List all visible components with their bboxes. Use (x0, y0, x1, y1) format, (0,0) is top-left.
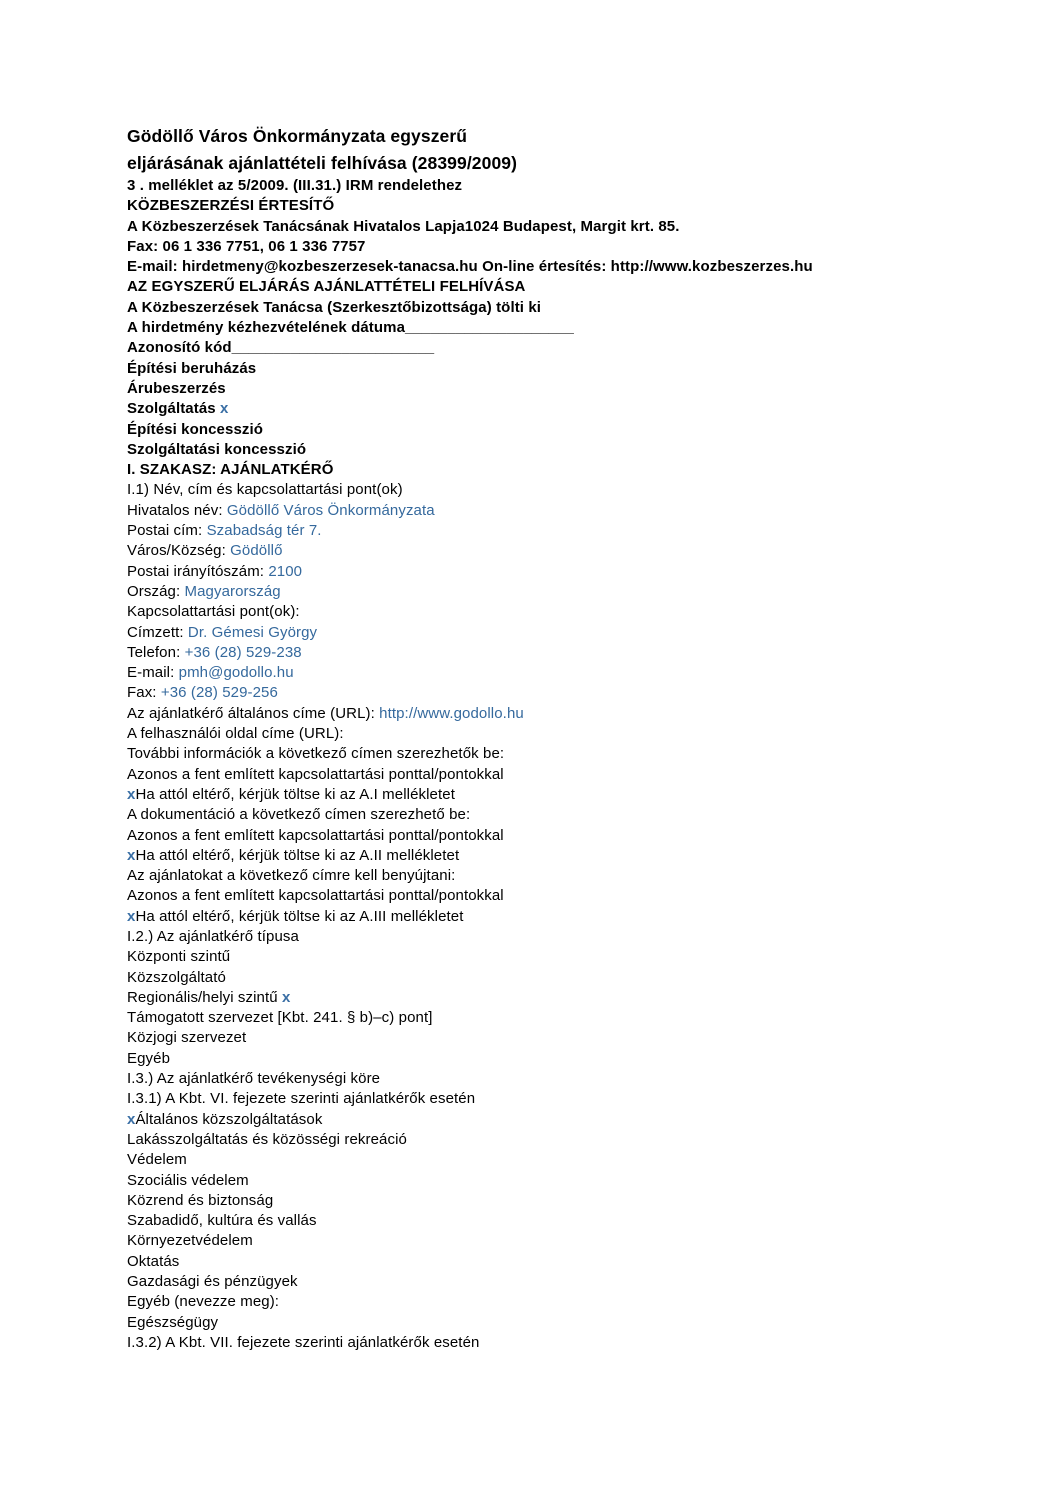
documentation-heading (127, 805, 1007, 825)
label-text: Közjogi szervezet (127, 1029, 247, 1047)
label-text: Ország: (127, 582, 185, 600)
label-text: Ha attól eltérő, kérjük töltse ki az A.I mellékletet (135, 785, 455, 803)
label-text: További információk a következő címen szerezhetők be: (127, 745, 505, 763)
label-text: E-mail: hirdetmeny@kozbeszerzesek-tanacsa.hu On-line értesítés: http://www.kozbeszerzes.hu (127, 258, 813, 276)
tenders-address-same (127, 886, 1007, 906)
option-construction (127, 359, 1007, 379)
tenders-annex-aiii-checked (127, 907, 1007, 927)
notice-type-heading (127, 277, 1007, 297)
bulletin-name (127, 196, 1007, 216)
label-text: A hirdetmény kézhezvételének dátuma____________________ (127, 319, 574, 337)
label-text: Szolgáltatási koncesszió (127, 440, 307, 458)
field-value-text: Gödöllő (230, 542, 283, 560)
label-text: Árubeszerzés (127, 379, 226, 397)
documentation-annex-aii-checked (127, 846, 1007, 866)
label-text: Lakásszolgáltatás és közösségi rekreáció (127, 1130, 407, 1148)
doc-title-line (127, 150, 1007, 177)
further-info-heading (127, 744, 1007, 764)
section-i-heading (127, 460, 1007, 480)
label-text: Oktatás (127, 1252, 180, 1270)
x-checkmark: x (127, 907, 136, 925)
id-code-blank (127, 338, 1007, 358)
field-value-text: +36 (28) 529-256 (160, 684, 278, 702)
type-utility (127, 968, 1007, 988)
label-text: Egyéb (127, 1049, 171, 1067)
x-checkmark: x (127, 1110, 136, 1128)
option-service-concession (127, 440, 1007, 460)
label-text: Ha attól eltérő, kérjük töltse ki az A.III mellékletet (135, 907, 464, 925)
label-text: Postai irányítószám: (127, 562, 269, 580)
x-checkmark: x (127, 785, 136, 803)
subsection-i32-heading (127, 1333, 1007, 1353)
label-text: A Közbeszerzések Tanácsa (Szerkesztőbizottsága) tölti ki (127, 298, 542, 316)
option-construction-concession (127, 420, 1007, 440)
further-info-annex-ai-checked (127, 785, 1007, 805)
label-text: Azonosító kód________________________ (127, 339, 435, 357)
label-text: Gazdasági és pénzügyek (127, 1273, 298, 1291)
activity-housing (127, 1130, 1007, 1150)
label-text: A Közbeszerzések Tanácsának Hivatalos Lapja1024 Budapest, Margit krt. 85. (127, 217, 680, 235)
field-value-text: http://www.godollo.hu (379, 704, 524, 722)
subsection-i2-heading (127, 927, 1007, 947)
label-text: Az ajánlatokat a következő címre kell benyújtani: (127, 867, 456, 885)
subsection-i1-heading (127, 480, 1007, 500)
option-service-checked (127, 399, 1007, 419)
label-text: E-mail: (127, 664, 179, 682)
label-text: I.3.2) A Kbt. VII. fejezete szerinti ajánlatkérők esetén (127, 1333, 480, 1351)
label-text: Ha attól eltérő, kérjük töltse ki az A.II mellékletet (135, 846, 460, 864)
label-text: Közszolgáltató (127, 968, 226, 986)
label-text: I. SZAKASZ: AJÁNLATKÉRŐ (127, 461, 334, 479)
label-text: Építési beruházás (127, 359, 257, 377)
field-email (127, 663, 1007, 683)
label-text: Címzett: (127, 623, 188, 641)
further-info-same (127, 765, 1007, 785)
type-public-law-body (127, 1028, 1007, 1048)
label-text: Fax: (127, 684, 161, 702)
label-text: KÖZBESZERZÉSI ÉRTESÍTŐ (127, 197, 335, 215)
receipt-date-blank (127, 318, 1007, 338)
documentation-same (127, 826, 1007, 846)
subsection-i31-heading (127, 1089, 1007, 1109)
activity-other (127, 1292, 1007, 1312)
x-checkmark: x (127, 846, 136, 864)
procurement-notice-document (127, 123, 1007, 1353)
label-text: 3 . melléklet az 5/2009. (III.31.) IRM rendelethez (127, 177, 463, 194)
field-buyer-profile-url (127, 724, 1007, 744)
field-value-text: Magyarország (184, 582, 281, 600)
label-text: Fax: 06 1 336 7751, 06 1 336 7757 (127, 237, 366, 255)
label-text: Építési koncesszió (127, 420, 264, 438)
field-value-text: Dr. Gémesi György (187, 623, 318, 641)
label-text: Kapcsolattartási pont(ok): (127, 603, 300, 621)
field-fax (127, 683, 1007, 703)
label-text: Szociális védelem (127, 1171, 249, 1189)
label-text: Környezetvédelem (127, 1232, 253, 1250)
field-country (127, 582, 1007, 602)
label-text: Szabadidő, kultúra és vallás (127, 1212, 317, 1230)
label-text: AZ EGYSZERŰ ELJÁRÁS AJÁNLATTÉTELI FELHÍVÁSA (127, 278, 526, 296)
activity-health (127, 1313, 1007, 1333)
field-postal-code (127, 562, 1007, 582)
activity-defence (127, 1150, 1007, 1170)
label-text: Telefon: (127, 643, 185, 661)
field-city (127, 541, 1007, 561)
label-text: Gödöllő Város Önkormányzata egyszerű (127, 126, 468, 146)
field-value-text: +36 (28) 529-238 (184, 643, 302, 661)
publisher-address (127, 217, 1007, 237)
doc-title-line (127, 123, 1007, 150)
label-text: I.1) Név, cím és kapcsolattartási pont(ok) (127, 481, 403, 499)
label-text: I.3.) Az ajánlatkérő tevékenységi köre (127, 1070, 381, 1088)
publisher-fax (127, 237, 1007, 257)
field-addressee (127, 623, 1007, 643)
type-central-level (127, 947, 1007, 967)
label-text: Védelem (127, 1151, 187, 1169)
label-text: Szolgáltatás (127, 400, 220, 418)
field-telephone (127, 643, 1007, 663)
label-text: I.3.1) A Kbt. VI. fejezete szerinti ajánlatkérők esetén (127, 1090, 476, 1108)
label-text: Egyéb (nevezze meg): (127, 1293, 280, 1311)
label-text: Az ajánlatkérő általános címe (URL): (127, 704, 380, 722)
field-general-url (127, 704, 1007, 724)
label-text: Egészségügy (127, 1313, 219, 1331)
label-text: A dokumentáció a következő címen szerezhető be: (127, 806, 471, 824)
field-contact-points (127, 602, 1007, 622)
label-text: Általános közszolgáltatások (135, 1110, 323, 1128)
label-text: Központi szintű (127, 948, 231, 966)
type-other (127, 1049, 1007, 1069)
subsection-i3-heading (127, 1069, 1007, 1089)
editorial-note (127, 298, 1007, 318)
label-text: Regionális/helyi szintű (127, 988, 282, 1006)
x-checkmark: x (220, 400, 229, 418)
activity-public-order (127, 1191, 1007, 1211)
field-value-text: Szabadság tér 7. (206, 522, 322, 540)
label-text: Közrend és biztonság (127, 1191, 274, 1209)
publisher-email (127, 257, 1007, 277)
type-supported-org (127, 1008, 1007, 1028)
field-value-text: 2100 (268, 562, 303, 580)
activity-economic-financial (127, 1272, 1007, 1292)
label-text: Azonos a fent említett kapcsolattartási ponttal/pontokkal (127, 887, 504, 905)
activity-general-services-checked (127, 1110, 1007, 1130)
activity-environment (127, 1231, 1007, 1251)
label-text: Hivatalos név: (127, 501, 227, 519)
label-text: Város/Község: (127, 542, 231, 560)
activity-recreation-culture (127, 1211, 1007, 1231)
activity-education (127, 1252, 1007, 1272)
field-value-text: Gödöllő Város Önkormányzata (226, 501, 435, 519)
label-text: A felhasználói oldal címe (URL): (127, 725, 344, 743)
field-postal-address (127, 521, 1007, 541)
field-official-name (127, 501, 1007, 521)
label-text: Azonos a fent említett kapcsolattartási ponttal/pontokkal (127, 826, 504, 844)
label-text: Támogatott szervezet [Kbt. 241. § b)–c) pont] (127, 1009, 433, 1027)
type-regional-checked (127, 988, 1007, 1008)
label-text: I.2.) Az ajánlatkérő típusa (127, 927, 299, 945)
option-supply (127, 379, 1007, 399)
label-text: Azonos a fent említett kapcsolattartási ponttal/pontokkal (127, 765, 504, 783)
label-text: eljárásának ajánlattételi felhívása (28399/2009) (127, 152, 518, 173)
label-text: Postai cím: (127, 522, 207, 540)
x-checkmark: x (281, 988, 291, 1006)
regulation-reference (127, 176, 1007, 196)
tenders-address-heading (127, 866, 1007, 886)
field-value-text: pmh@godollo.hu (178, 664, 294, 682)
activity-social-protection (127, 1171, 1007, 1191)
